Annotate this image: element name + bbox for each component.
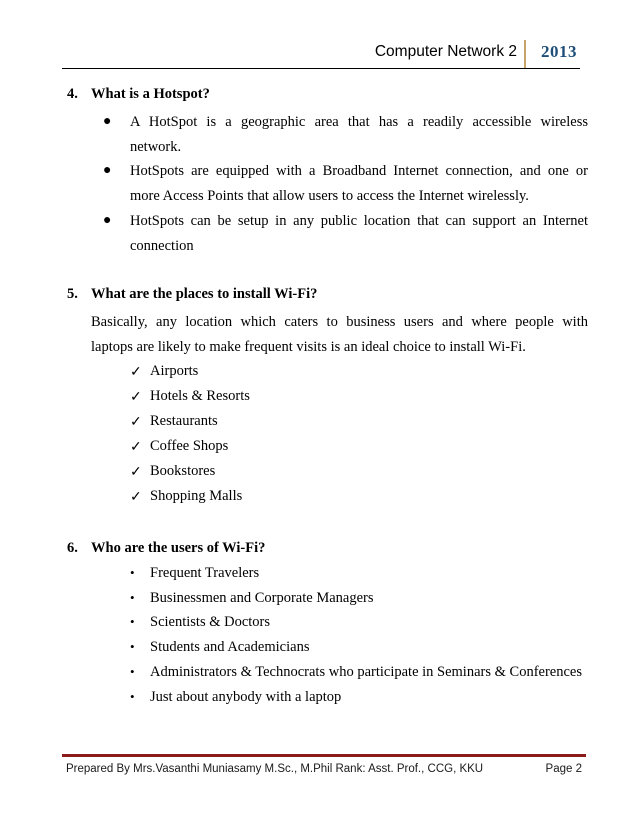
list-item: Businessmen and Corporate Managers (150, 590, 374, 606)
list-item: Hotels & Resorts (150, 388, 250, 404)
bullet-text: connection (130, 238, 194, 254)
question-4-heading (67, 86, 210, 103)
page-header (62, 40, 580, 69)
list-item: Scientists & Doctors (150, 614, 271, 630)
list-item: Bookstores (150, 463, 216, 479)
question-text: What is a Hotspot? (91, 86, 210, 102)
bullet-text: more Access Points that allow users to access the Internet wirelessly. (130, 188, 529, 204)
list-item: Restaurants (150, 413, 218, 429)
checkmark-icon: ✓ (130, 440, 142, 455)
bullet-icon: • (130, 614, 135, 629)
list-item: Administrators & Technocrats who participate in Seminars & Conferences (150, 664, 582, 680)
header-year: 2013 (541, 42, 577, 61)
question-5-heading (67, 286, 317, 303)
question-6-heading (67, 540, 265, 557)
paragraph-line: Basically, any location which caters to business users and where people with (91, 314, 588, 330)
bullet-icon: ● (103, 213, 112, 228)
list-item: Frequent Travelers (150, 565, 260, 581)
checkmark-icon: ✓ (130, 390, 142, 405)
bullet-text: HotSpots can be setup in any public location that can support an Internet (130, 213, 588, 229)
question-text: What are the places to install Wi-Fi? (91, 286, 318, 302)
list-item: Airports (150, 363, 199, 379)
header-divider (524, 40, 526, 68)
question-number: 6. (67, 540, 78, 556)
checkmark-icon: ✓ (130, 465, 142, 480)
page-number: Page 2 (545, 763, 582, 775)
bullet-icon: • (130, 639, 135, 654)
checkmark-icon: ✓ (130, 365, 142, 380)
question-number: 4. (67, 86, 78, 102)
bullet-icon: • (130, 565, 135, 580)
header-title: Computer Network 2 (374, 43, 517, 60)
question-number: 5. (67, 286, 78, 302)
bullet-text: network. (130, 139, 182, 155)
paragraph-line: laptops are likely to make frequent visits is an ideal choice to install Wi-Fi. (91, 339, 526, 355)
bullet-text: A HotSpot is a geographic area that has a readily accessible wireless (130, 114, 588, 130)
bullet-icon: • (130, 664, 135, 679)
checkmark-icon: ✓ (130, 415, 142, 430)
bullet-text: HotSpots are equipped with a Broadband Internet connection, and one or (130, 163, 588, 179)
bullet-icon: ● (103, 114, 112, 129)
bullet-icon: • (130, 689, 135, 704)
bullet-icon: ● (103, 163, 112, 178)
list-item: Just about anybody with a laptop (150, 689, 342, 705)
bullet-icon: • (130, 590, 135, 605)
list-item: Students and Academicians (150, 639, 310, 655)
list-item: Shopping Malls (150, 488, 243, 504)
question-text: Who are the users of Wi-Fi? (91, 540, 266, 556)
list-item: Coffee Shops (150, 438, 229, 454)
checkmark-icon: ✓ (130, 490, 142, 505)
page-footer (62, 754, 586, 779)
footer-author: Prepared By Mrs.Vasanthi Muniasamy M.Sc., M.Phil Rank: Asst. Prof., CCG, KKU (66, 763, 484, 775)
